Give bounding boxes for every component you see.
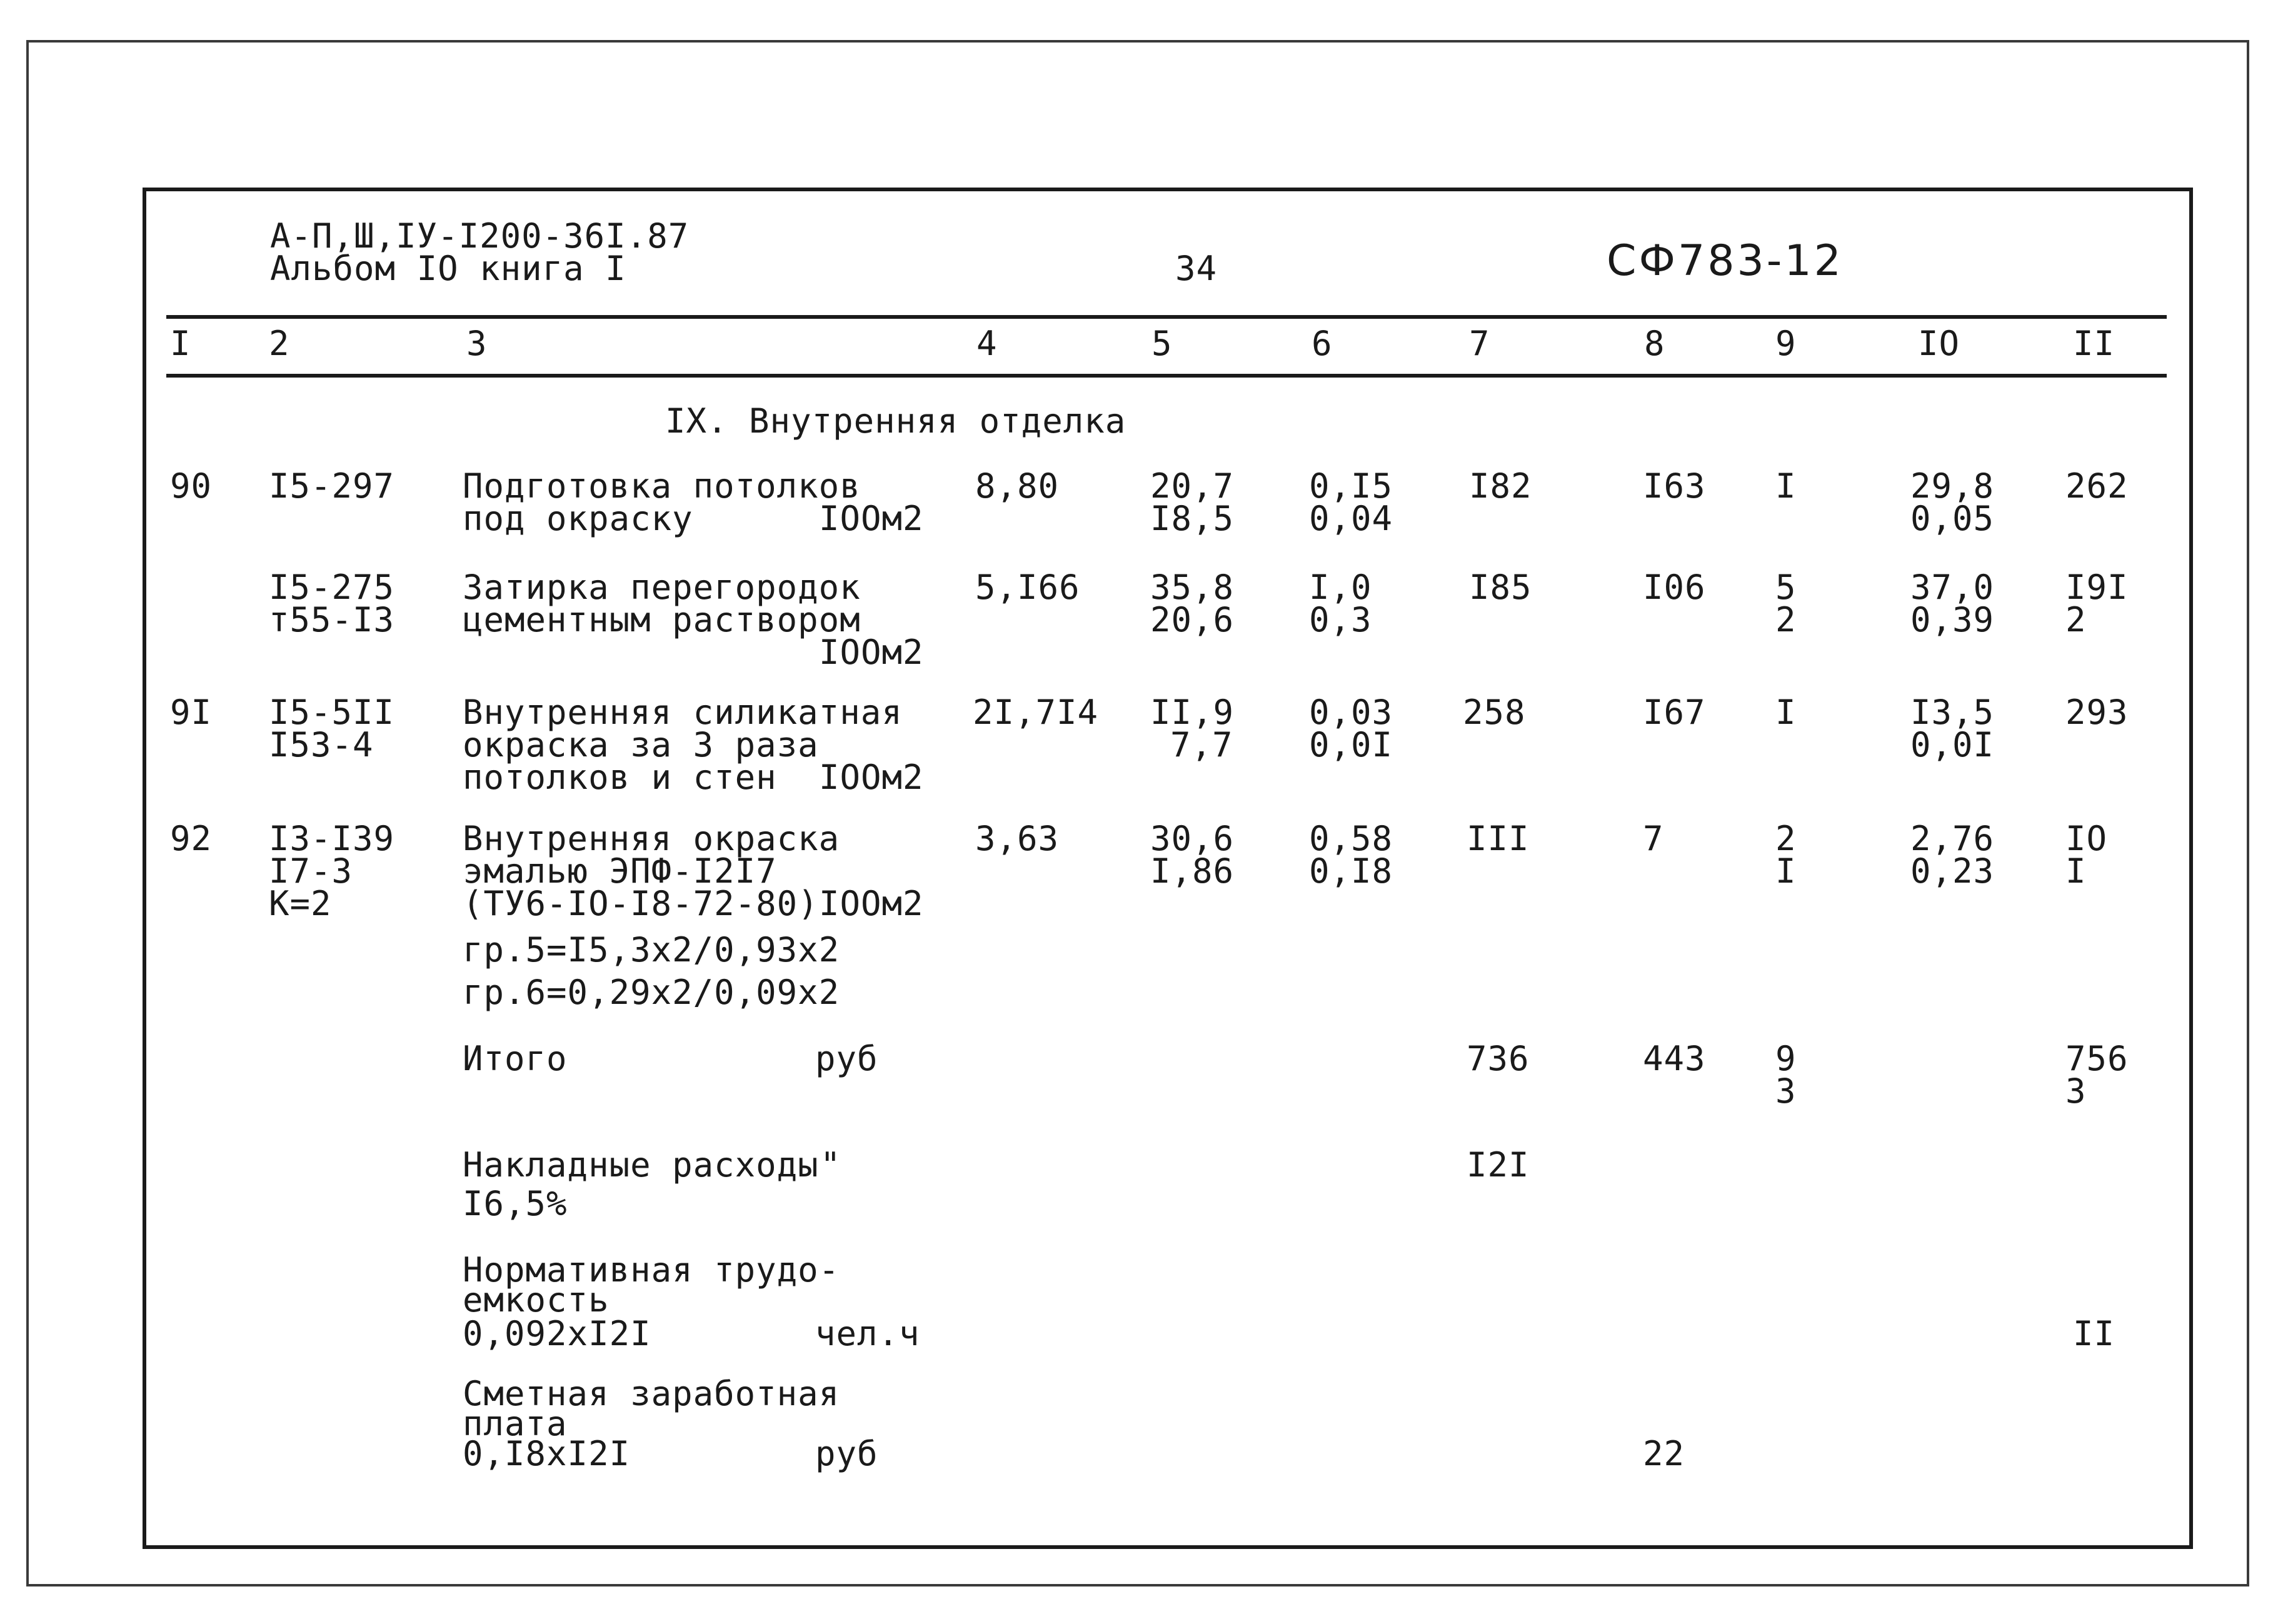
cell-col11: IO xyxy=(2065,819,2108,858)
row-number: 92 xyxy=(170,819,213,858)
cell-col11: 756 xyxy=(2065,1039,2129,1078)
column-header: 6 xyxy=(1312,324,1333,363)
labor-formula: 0,092xI2I xyxy=(463,1314,651,1353)
section-title: IX. Внутренняя отделка xyxy=(665,401,1126,441)
cell-col5: 30,6 xyxy=(1150,819,1235,858)
norm-code: I5-297 xyxy=(269,466,395,506)
page-number: 34 xyxy=(1175,249,1218,288)
cell-col11: 3 xyxy=(2065,1071,2087,1111)
cell-col9: I xyxy=(1775,693,1797,732)
cell-col6: I,0 xyxy=(1309,568,1372,607)
reference-line-1: А-П,Ш,IУ-I200-36I.87 xyxy=(270,216,690,256)
work-description: Внутренняя силикатная xyxy=(463,693,903,732)
cell-col10: 2,76 xyxy=(1910,819,1995,858)
unit: IOOм2 xyxy=(819,499,924,538)
cell-col7: 736 xyxy=(1467,1039,1530,1078)
cell-col9: 2 xyxy=(1775,600,1797,639)
cell-col8: I67 xyxy=(1643,693,1706,732)
work-description: под окраску xyxy=(463,499,693,538)
quantity: 2I,7I4 xyxy=(973,693,1099,732)
work-description: Затирка перегородок xyxy=(463,568,861,607)
labor-label: Нормативная трудо- xyxy=(463,1250,840,1290)
work-description: Внутренняя окраска xyxy=(463,819,840,858)
cell-col10: 29,8 xyxy=(1910,466,1995,506)
wages-label: плата xyxy=(463,1404,568,1443)
cell-col6: 0,0I xyxy=(1309,725,1393,764)
cell-col5: 7,7 xyxy=(1170,725,1233,764)
labor-label: емкость xyxy=(463,1280,610,1320)
cell-col6: 0,I5 xyxy=(1309,466,1393,506)
wages-unit: руб xyxy=(815,1434,878,1473)
cell-col8: I06 xyxy=(1643,568,1706,607)
cell-col8: 7 xyxy=(1643,819,1664,858)
cell-col5: I8,5 xyxy=(1150,499,1235,538)
norm-code: т55-I3 xyxy=(269,600,395,639)
cell-col5: 20,7 xyxy=(1150,466,1235,506)
work-description: потолков и стен xyxy=(463,758,777,797)
work-description: окраска за 3 раза xyxy=(463,725,819,764)
quantity: 8,80 xyxy=(975,466,1060,506)
column-header: IO xyxy=(1918,324,1960,363)
cell-col9: 2 xyxy=(1775,819,1797,858)
row-number: 90 xyxy=(170,466,213,506)
calc-note: гр.5=I5,3x2/0,93x2 xyxy=(463,930,840,970)
wages-formula: 0,I8xI2I xyxy=(463,1434,631,1473)
header-top-rule xyxy=(166,315,2167,319)
quantity: 3,63 xyxy=(975,819,1060,858)
cell-col7: III xyxy=(1467,819,1530,858)
cell-col7: I2I xyxy=(1467,1145,1530,1185)
cell-col10: 0,0I xyxy=(1910,725,1995,764)
cell-col7: I82 xyxy=(1469,466,1532,506)
cell-col11: 293 xyxy=(2065,693,2129,732)
unit: IOOм2 xyxy=(819,884,924,923)
work-description: (ТУ6-IO-I8-72-80) xyxy=(463,884,819,923)
cell-col11: I xyxy=(2065,851,2087,891)
cell-col11: 2 xyxy=(2065,600,2087,639)
cell-col9: 9 xyxy=(1775,1039,1797,1078)
column-header: 4 xyxy=(976,324,998,363)
cell-col5: II,9 xyxy=(1150,693,1235,732)
labor-unit: чел.ч xyxy=(815,1314,920,1353)
totals-label: Итого xyxy=(463,1039,568,1078)
cell-col7: I85 xyxy=(1469,568,1532,607)
totals-unit: руб xyxy=(815,1039,878,1078)
column-header: II xyxy=(2073,324,2115,363)
header-bottom-rule xyxy=(166,374,2167,378)
cell-col6: 0,I8 xyxy=(1309,851,1393,891)
cell-col9: 5 xyxy=(1775,568,1797,607)
norm-code: I3-I39 xyxy=(269,819,395,858)
overhead-label: Накладные расходы xyxy=(463,1145,819,1185)
cell-col10: 37,0 xyxy=(1910,568,1995,607)
cell-col5: 35,8 xyxy=(1150,568,1235,607)
cell-col5: I,86 xyxy=(1150,851,1235,891)
cell-col11: I9I xyxy=(2065,568,2129,607)
overhead-unit: " xyxy=(820,1145,841,1185)
column-header: 5 xyxy=(1152,324,1173,363)
cell-col9: I xyxy=(1775,851,1797,891)
cell-col10: 0,05 xyxy=(1910,499,1995,538)
column-header: I xyxy=(170,324,191,363)
column-header: 3 xyxy=(466,324,488,363)
column-header: 9 xyxy=(1775,324,1797,363)
cell-col9: 3 xyxy=(1775,1071,1797,1111)
norm-code: К=2 xyxy=(269,884,332,923)
cell-col11: 262 xyxy=(2065,466,2129,506)
cell-col8: I63 xyxy=(1643,466,1706,506)
norm-code: I5-5II xyxy=(269,693,395,732)
column-header: 8 xyxy=(1644,324,1665,363)
overhead-rate: I6,5% xyxy=(463,1184,568,1223)
work-description: Подготовка потолков xyxy=(463,466,861,506)
column-header: 2 xyxy=(269,324,290,363)
cell-col8: 22 xyxy=(1643,1434,1685,1473)
cell-col11: II xyxy=(2073,1314,2115,1353)
cell-col10: 0,39 xyxy=(1910,600,1995,639)
wages-label: Сметная заработная xyxy=(463,1374,840,1413)
work-description: эмалью ЭПФ-I2I7 xyxy=(463,851,777,891)
document-code: СФ783-12 xyxy=(1607,236,1844,286)
column-header: 7 xyxy=(1469,324,1490,363)
calc-note: гр.6=0,29x2/0,09x2 xyxy=(463,973,840,1012)
cell-col6: 0,58 xyxy=(1309,819,1393,858)
cell-col6: 0,04 xyxy=(1309,499,1393,538)
unit: IOOм2 xyxy=(819,758,924,797)
cell-col8: 443 xyxy=(1643,1039,1706,1078)
cell-col6: 0,03 xyxy=(1309,693,1393,732)
norm-code: I5-275 xyxy=(269,568,395,607)
quantity: 5,I66 xyxy=(975,568,1080,607)
norm-code: I7-3 xyxy=(269,851,353,891)
cell-col10: I3,5 xyxy=(1910,693,1995,732)
cell-col5: 20,6 xyxy=(1150,600,1235,639)
cell-col7: 258 xyxy=(1463,693,1526,732)
cell-col6: 0,3 xyxy=(1309,600,1372,639)
reference-line-2: Альбом IO книга I xyxy=(270,249,626,288)
unit: IOOм2 xyxy=(819,633,924,672)
norm-code: I53-4 xyxy=(269,725,374,764)
cell-col10: 0,23 xyxy=(1910,851,1995,891)
work-description: цементным раствором xyxy=(463,600,861,639)
cell-col9: I xyxy=(1775,466,1797,506)
row-number: 9I xyxy=(170,693,213,732)
